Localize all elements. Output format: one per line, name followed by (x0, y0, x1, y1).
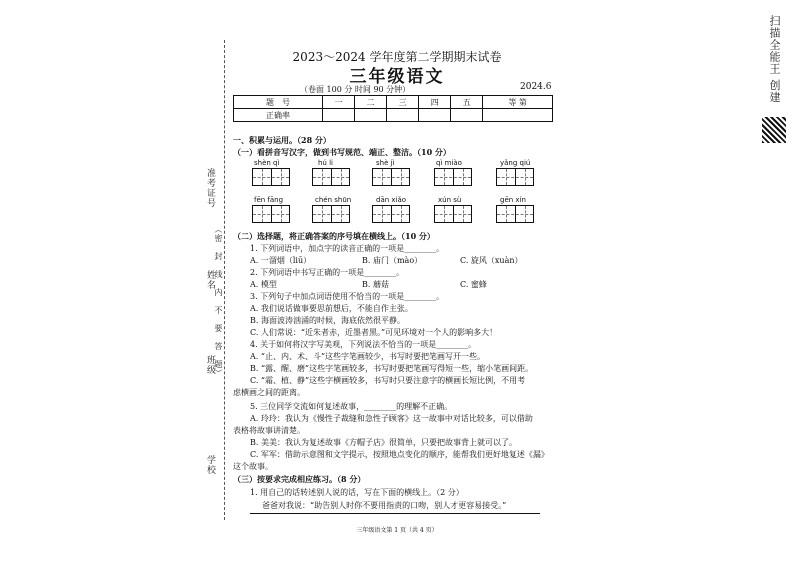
name-label: 姓名 (205, 270, 215, 290)
option-text: C. “霜、植、静”这些字横画较多，书写时只要注意字的横画长短比例，不用考 (250, 376, 526, 385)
option-text: C. 军军：借助示意图和文字提示，按照地点变化的顺序，能帮我们更好地复述《漏》 (250, 450, 549, 459)
option-text: C. 蜜蜂 (460, 280, 487, 289)
option-text: 这个故事。 (233, 462, 273, 471)
question-text: 1. 下列词语中，加点字的读音正确的一项是________。 (250, 244, 445, 253)
option-text: A. 我们说话做事要思前想后，不能自作主张。 (250, 304, 413, 313)
pinyin-label: dān xiǎo (376, 196, 407, 204)
question-text: 3. 下列句子中加点词语使用不恰当的一项是________。 (250, 292, 445, 301)
score-cell: 等 第 (483, 96, 553, 109)
writing-box[interactable] (312, 168, 350, 186)
score-cell[interactable] (419, 109, 451, 122)
score-cell: 五 (451, 96, 483, 109)
option-text: B. 庙门（mào） (362, 256, 423, 265)
pinyin-label: xún sù (438, 196, 462, 204)
pinyin-label: yǎng qiú (500, 159, 531, 167)
seal-line (224, 40, 225, 520)
question-text: 4. 关于如何将汉字写美观，下列说法不恰当的一项是________。 (250, 340, 477, 349)
pinyin-label: hú li (318, 159, 333, 167)
score-cell: 一 (323, 96, 355, 109)
option-text: B. 美美：我认为复述故事《方帽子店》很简单，只要把故事背上就可以了。 (250, 438, 517, 447)
option-text: B. “露、醒、磨”这些字笔画较多，书写时要把笔画写得短一些，缩小笔画间距。 (250, 364, 534, 373)
question-text: 5. 三位同学交流如何复述故事，________的理解不正确。 (250, 402, 453, 411)
quote-text: 爸爸对我说：“助告别人时你不要用指责的口吻，别人才更容易接受。” (262, 501, 507, 510)
score-cell: 题 号 (234, 96, 323, 109)
school-label: 学校 (205, 455, 215, 475)
score-cell: 四 (419, 96, 451, 109)
exam-number-label: 准考证号 (205, 168, 215, 208)
pinyin-label: fēn fāng (254, 196, 284, 204)
part-heading: （二）选择题，将正确答案的序号填在横线上。（10 分） (233, 231, 435, 241)
exam-date: 2024.6 (520, 82, 552, 92)
pinyin-label: gēn xín (500, 196, 526, 204)
answer-line[interactable] (250, 513, 540, 514)
part-heading: （一）看拼音写汉字，做到书写规范、端正、整洁。（10 分） (233, 147, 451, 157)
score-cell[interactable] (451, 109, 483, 122)
writing-box[interactable] (372, 205, 410, 223)
score-cell: 三 (387, 96, 419, 109)
section-heading: 一、积累与运用。（28 分） (233, 135, 331, 145)
writing-box[interactable] (312, 205, 350, 223)
writing-box[interactable] (434, 205, 472, 223)
class-label: 班级 (205, 355, 215, 375)
option-text: B. 蘑菇 (362, 280, 389, 289)
scanner-brand: 扫描全能王 创建 (768, 15, 781, 104)
option-text: C. 人们常说：“近朱者赤，近墨者黑。”可见环境对一个人的影响多大！ (250, 328, 498, 337)
option-text: A. 玲玲：我认为《慢性子裁缝和急性子顾客》这一故事中对话比较多，可以借助 (250, 414, 533, 423)
score-cell[interactable] (355, 109, 387, 122)
writing-box[interactable] (252, 205, 290, 223)
writing-box[interactable] (496, 205, 534, 223)
pinyin-label: chén shūn (315, 196, 352, 204)
qr-code (762, 117, 786, 143)
score-cell: 二 (355, 96, 387, 109)
score-cell[interactable] (387, 109, 419, 122)
pinyin-label: shèn qì (254, 159, 280, 167)
option-text: A. 一溜烟（liū） (250, 256, 312, 265)
option-text: A. “止、内、术、斗”这些字笔画较少，书写时要把笔画写开一些。 (250, 352, 486, 361)
question-text: 2. 下列词语中书写正确的一项是________。 (250, 268, 405, 277)
pinyin-label: shè jì (376, 159, 395, 167)
option-text: B. 海面波涛汹涌的时候，海底依然很平静。 (250, 316, 405, 325)
exam-title: 2023～2024 学年度第二学期期末试卷 (292, 50, 502, 64)
subject-title: 三年级语文 (349, 67, 445, 87)
writing-box[interactable] (496, 168, 534, 186)
writing-box[interactable] (372, 168, 410, 186)
exam-info: （卷面 100 分 时间 90 分钟） (300, 85, 411, 94)
page-footer: 三年级语文第 1 页（共 4 页） (356, 527, 438, 534)
part-heading: （三）按要求完成相应练习。（8 分） (233, 474, 366, 484)
seal-line-note: （密 封 线 内 不 要 答 题） (214, 225, 223, 378)
score-cell: 正确率 (234, 109, 323, 122)
score-cell[interactable] (483, 109, 553, 122)
writing-box[interactable] (434, 168, 472, 186)
score-table (233, 95, 553, 122)
writing-box[interactable] (252, 168, 290, 186)
score-cell[interactable] (323, 109, 355, 122)
option-text: 虑横画之间的距离。 (233, 388, 305, 397)
pinyin-label: qì miào (436, 159, 462, 167)
option-text: A. 模型 (250, 280, 277, 289)
option-text: C. 旋风（xuàn） (460, 256, 523, 265)
question-text: 1. 用自己的话转述别人说的话，写在下面的横线上。（2 分） (250, 488, 464, 497)
option-text: 表格将故事讲清楚。 (233, 426, 305, 435)
